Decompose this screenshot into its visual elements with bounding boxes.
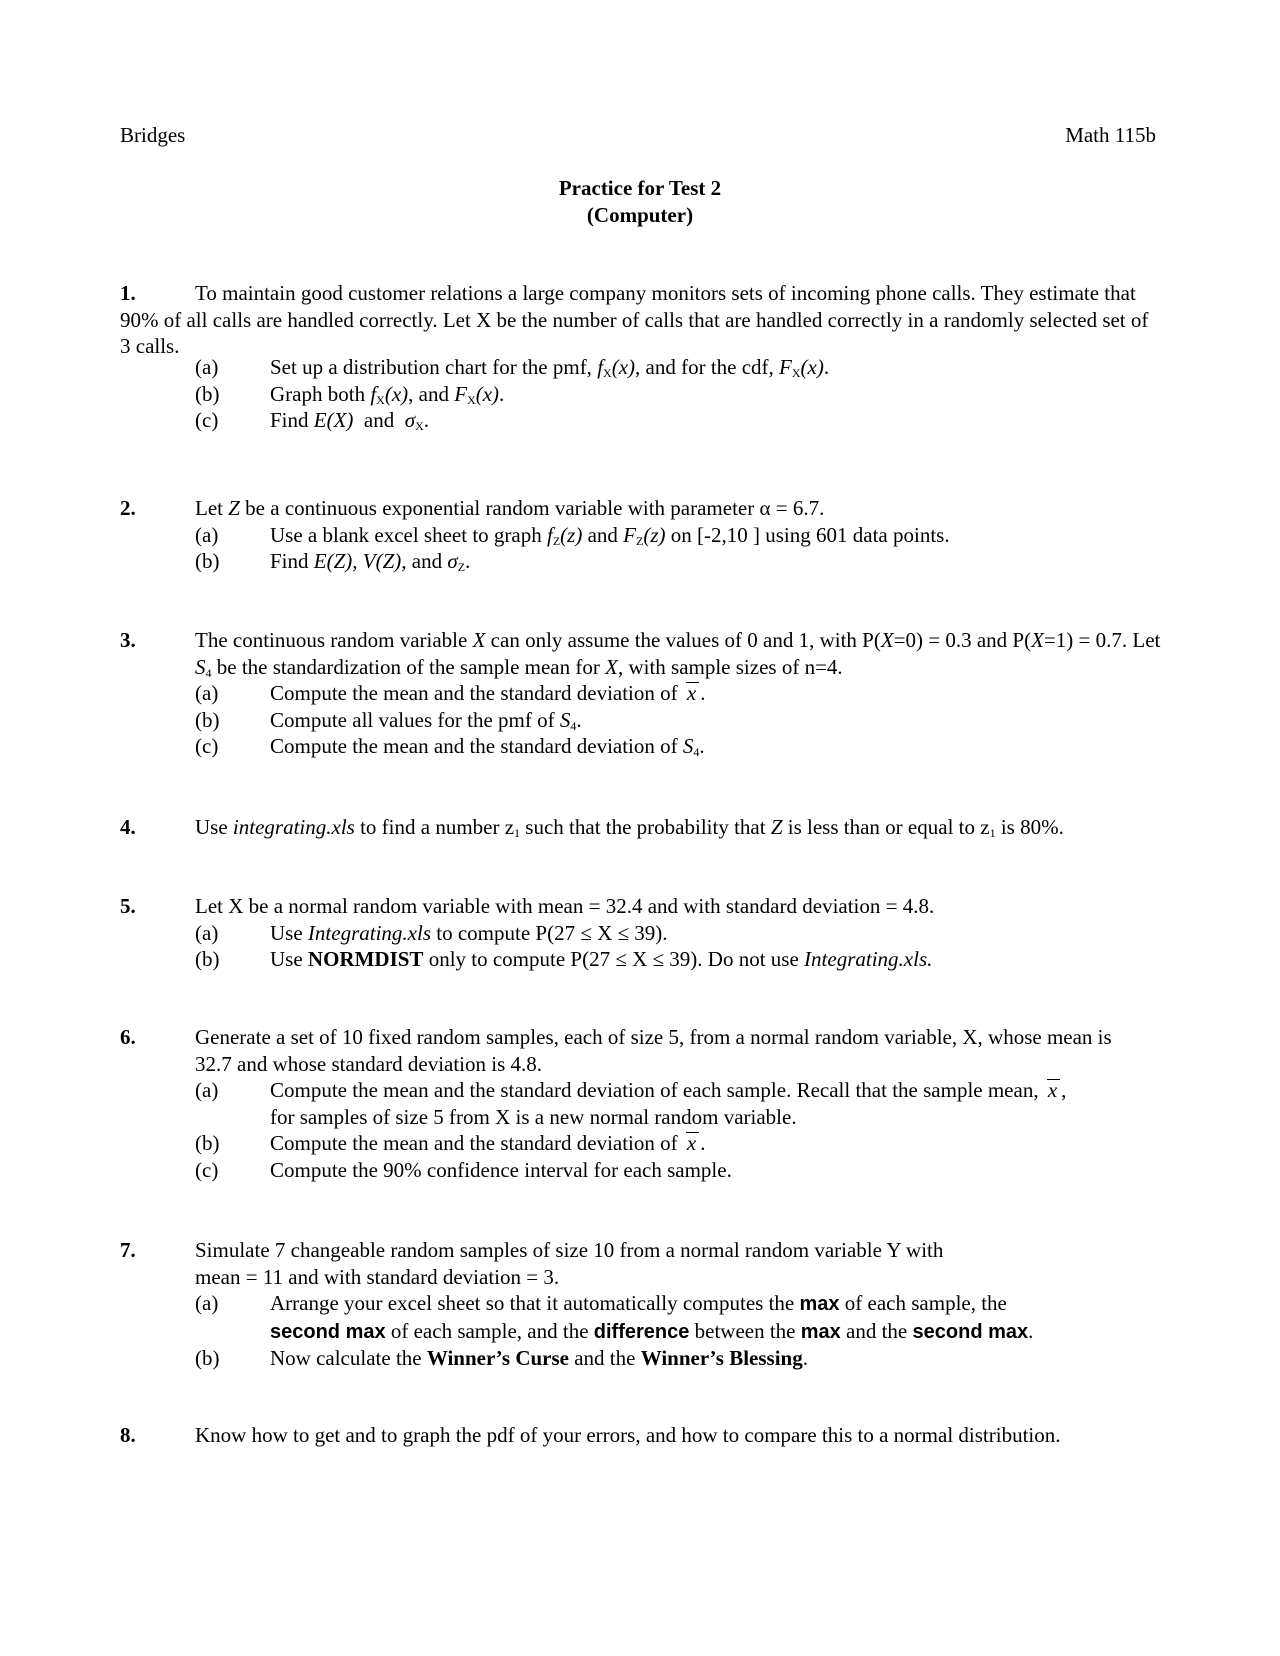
- part-b: (b) Now calculate the Winner’s Curse and the Winner’s Blessing.: [195, 1346, 808, 1370]
- problem-number: 7.: [120, 1238, 136, 1262]
- problem-2-stem: Let Z be a continuous exponential random variable with parameter α = 6.7.: [195, 496, 825, 520]
- problem-number: 3.: [120, 628, 136, 652]
- part-c: (c) Compute the mean and the standard deviation of $S_4$.: [195, 734, 705, 759]
- part-a: (a) Compute the mean and the standard deviation of each sample. Recall that the sample mean, x , for samples of size 5 from X is a new normal random variable.: [195, 1078, 1067, 1129]
- problem-3-parts: [195, 680, 1185, 760]
- header-author: Bridges: [120, 123, 186, 147]
- x-bar-symbol: x: [1044, 1077, 1061, 1104]
- part-a: (a) Use Integrating.xls to compute P(27 ≤ X ≤ 39).: [195, 920, 668, 945]
- problem-7-parts: [195, 1290, 1185, 1372]
- problem-5-parts: [195, 920, 1185, 973]
- part-a: (a) Arrange your excel sheet so that it automatically computes the max of each sample, the second max of each sample, and the difference between the max and the second max.: [195, 1291, 1034, 1343]
- title-line-2: (Computer): [586, 203, 694, 227]
- problem-number: 4.: [120, 815, 136, 839]
- problem-number: 5.: [120, 894, 136, 918]
- part-a: (a) Compute the mean and the standard deviation of x .: [195, 681, 706, 705]
- part-b: (b) Use NORMDIST only to compute P(27 ≤ X ≤ 39). Do not use Integrating.xls.: [195, 947, 933, 971]
- part-c: (c) Find E(X) and $\sigma_X$.: [195, 408, 430, 433]
- x-bar-symbol: x: [683, 1130, 700, 1157]
- title-line-1: Practice for Test 2: [558, 176, 722, 200]
- problem-number: 8.: [120, 1423, 136, 1447]
- part-b: (b) Compute the mean and the standard deviation of x .: [195, 1131, 706, 1155]
- part-a: (a) Use a blank excel sheet to graph $f_Z(z)$ and $F_Z(z)$ on [-2,10 ] using 601 data points.: [195, 522, 950, 548]
- problem-8-stem: Know how to get and to graph the pdf of your errors, and how to compare this to a normal distribution.: [195, 1423, 1061, 1447]
- problem-number: 1.: [120, 281, 136, 305]
- problem-number: 6.: [120, 1025, 136, 1049]
- problem-7-stem: Simulate 7 changeable random samples of size 10 from a normal random variable Y with mean = 11 and with standard deviation = 3.: [195, 1238, 944, 1289]
- problem-6-parts: [195, 1077, 1185, 1183]
- problem-6-stem: Generate a set of 10 fixed random samples, each of size 5, from a normal random variable, X, whose mean is 32.7 and whose standard deviation is 4.8.: [195, 1025, 1112, 1076]
- problem-4-stem: Use integrating.xls to find a number $z_1$ such that the probability that Z is less than or equal to $z_1$ is 80%.: [195, 815, 1064, 840]
- x-bar-symbol: x: [683, 680, 700, 707]
- problem-1-parts: [195, 354, 1185, 434]
- problem-1-stem: 1. To maintain good customer relations a large company monitors sets of incoming phone calls. They estimate that 90% of all calls are handled correctly. Let X be the number of calls that are handled correctly in a randomly selected set of 3 calls.: [120, 281, 1149, 358]
- part-b: (b) Graph both $f_X(x)$, and $F_X(x)$.: [195, 381, 505, 407]
- part-b: (b) Compute all values for the pmf of $S_4$.: [195, 707, 582, 733]
- problem-2-parts: [195, 522, 1185, 575]
- part-c: (c) Compute the 90% confidence interval for each sample.: [195, 1157, 732, 1182]
- problem-5-stem: Let X be a normal random variable with mean = 32.4 and with standard deviation = 4.8.: [195, 894, 935, 918]
- page-title: [0, 175, 1280, 229]
- part-a: (a) Set up a distribution chart for the pmf, $f_X(x)$, and for the cdf, $F_X(x)$.: [195, 355, 830, 380]
- problem-3-stem: The continuous random variable X can only assume the values of 0 and 1, with P(X=0) = 0.3 and P(X=1) = 0.7. Let $S_4$ be the standardization of the sample mean for X, with sample sizes of n=4.: [195, 628, 1161, 680]
- part-b: (b) Find E(Z), V(Z), and $\sigma_Z$.: [195, 549, 471, 574]
- problem-number: 2.: [120, 496, 136, 520]
- header-course: Math 115b: [1065, 123, 1156, 147]
